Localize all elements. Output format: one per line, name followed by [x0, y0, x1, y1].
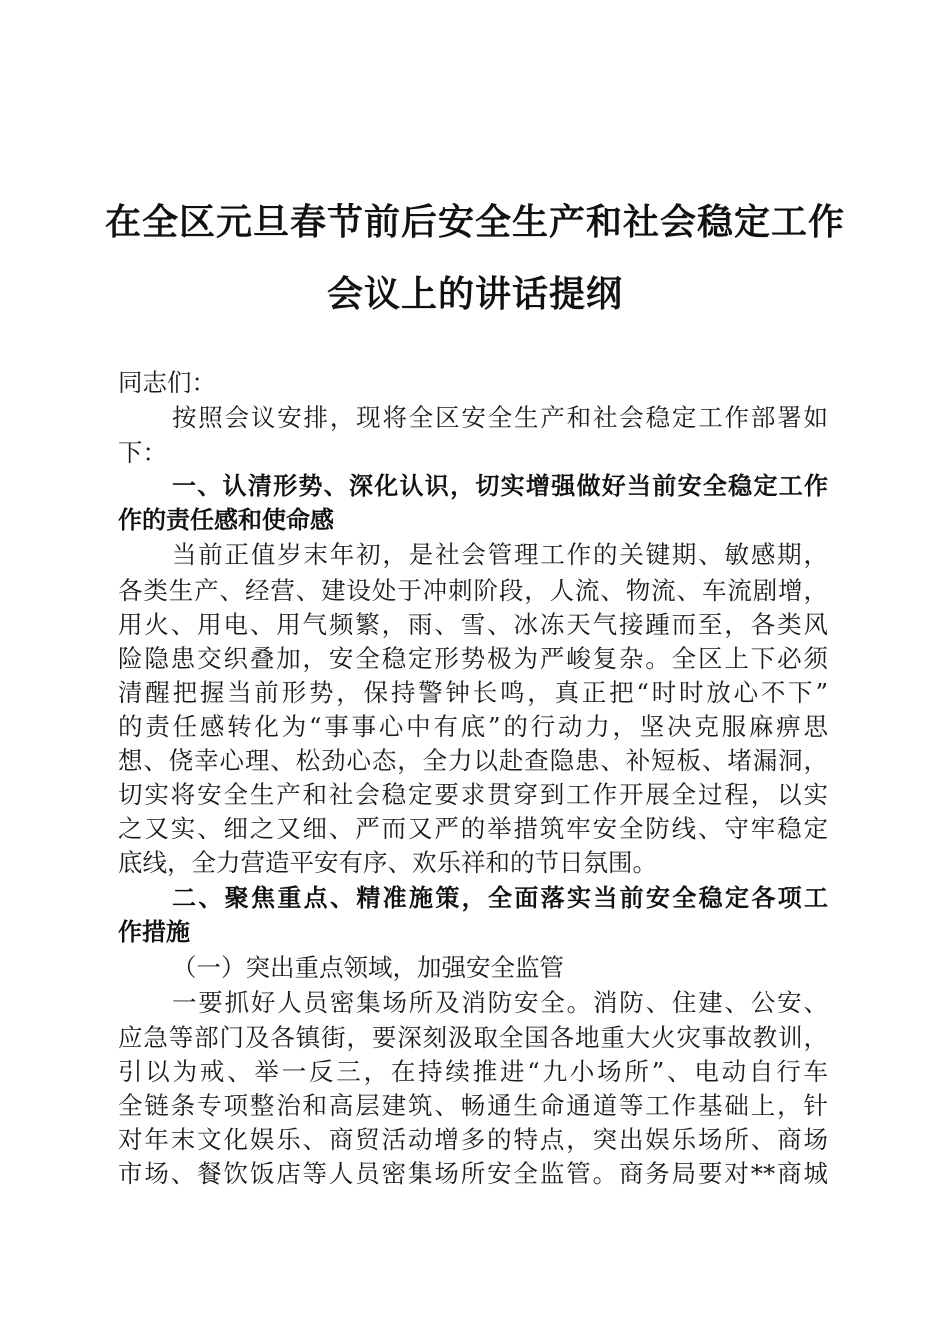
section-heading-1: 一、认清形势、深化认识，切实增强做好当前安全稳定工作	[172, 472, 828, 500]
paragraph-line: 底线，全力营造平安有序、欢乐祥和的节日氛围。	[118, 848, 657, 877]
paragraph-line: 各类生产、经营、建设处于冲刺阶段，人流、物流、车流剧增，	[118, 576, 828, 605]
salutation: 同志们：	[118, 368, 216, 397]
paragraph-line: 的责任感转化为“事事心中有底”的行动力，坚决克服麻痹思	[118, 712, 828, 741]
paragraph-line: 一要抓好人员密集场所及消防安全。消防、住建、公安、	[172, 988, 828, 1017]
paragraph-line: 按照会议安排，现将全区安全生产和社会稳定工作部署如	[172, 403, 828, 432]
document-title-line-2: 会议上的讲话提纲	[326, 273, 623, 315]
section-heading-1-cont: 作的责任感和使命感	[118, 506, 334, 534]
subsection-heading: （一）突出重点领域，加强安全监管	[172, 953, 564, 982]
paragraph-line: 应急等部门及各镇街，要深刻汲取全国各地重大火灾事故教训，	[118, 1023, 828, 1052]
paragraph-line: 下：	[118, 438, 167, 467]
document-title-line-1: 在全区元旦春节前后安全生产和社会稳定工作	[104, 201, 845, 243]
paragraph-line: 用火、用电、用气频繁，雨、雪、冰冻天气接踵而至，各类风	[118, 610, 828, 639]
paragraph-line: 想、侥幸心理、松劲心态，全力以赴查隐患、补短板、堵漏洞，	[118, 746, 828, 775]
paragraph-line: 全链条专项整治和高层建筑、畅通生命通道等工作基础上，针	[118, 1091, 828, 1120]
paragraph-line: 引以为戒、举一反三，在持续推进“九小场所”、电动自行车	[118, 1057, 828, 1086]
paragraph-line: 清醒把握当前形势，保持警钟长鸣，真正把“时时放心不下”	[118, 678, 828, 707]
section-heading-2: 二、聚焦重点、精准施策，全面落实当前安全稳定各项工	[172, 884, 828, 912]
paragraph-line: 对年末文化娱乐、商贸活动增多的特点，突出娱乐场所、商场	[118, 1125, 828, 1154]
paragraph-line: 险隐患交织叠加，安全稳定形势极为严峻复杂。全区上下必须	[118, 644, 828, 673]
paragraph-line: 之又实、细之又细、严而又严的举措筑牢安全防线、守牢稳定	[118, 814, 828, 843]
paragraph-line: 当前正值岁末年初，是社会管理工作的关键期、敏感期，	[172, 540, 828, 569]
paragraph-line: 市场、餐饮饭店等人员密集场所安全监管。商务局要对**商城	[118, 1159, 828, 1188]
paragraph-line: 切实将安全生产和社会稳定要求贯穿到工作开展全过程，以实	[118, 780, 828, 809]
section-heading-2-cont: 作措施	[118, 918, 190, 946]
